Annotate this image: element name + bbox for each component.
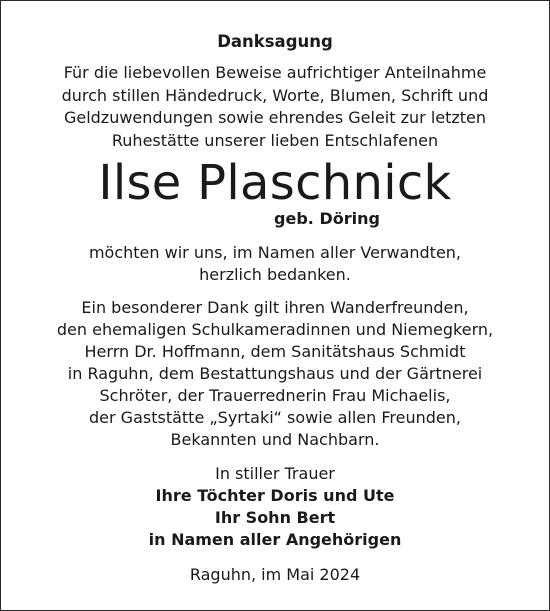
maiden-name: geb. Döring [274, 209, 380, 228]
signature-line: Ihre Töchter Doris und Ute [155, 486, 395, 505]
special-thanks-line: den ehemaligen Schulkameradinnen und Niemegkern, [56, 320, 494, 339]
special-thanks-line: Herrn Dr. Hoffmann, dem Sanitätshaus Schmidt [84, 342, 466, 361]
thanks-paragraph [17, 242, 533, 286]
intro-line: durch stillen Händedruck, Worte, Blumen, Schrift und [61, 85, 489, 105]
notice-heading: Danksagung [217, 32, 333, 51]
signature-line: Ihr Sohn Bert [214, 508, 336, 527]
intro-line: Geldzuwendungen sowie ehrendes Geleit zur letzten [63, 108, 487, 127]
signature-intro: In stiller Trauer [215, 464, 335, 483]
special-thanks-line: der Gaststätte „Syrtaki“ sowie allen Freunden, [89, 408, 461, 427]
thanks-line: möchten wir uns, im Namen aller Verwandten, [88, 243, 462, 262]
thanks-line: herzlich bedanken. [199, 265, 351, 284]
special-thanks-line: Bekannten und Nachbarn. [170, 430, 380, 449]
special-thanks-paragraph [17, 297, 533, 451]
place-date: Raguhn, im Mai 2024 [189, 565, 361, 584]
deceased-name: Ilse Plaschnick [98, 155, 452, 211]
special-thanks-line: in Raguhn, dem Bestattungshaus und der Gärtnerei [67, 364, 483, 383]
signature-block [17, 463, 533, 551]
signature-line: in Namen aller Angehörigen [148, 530, 402, 549]
intro-line: Für die liebevollen Beweise aufrichtiger Anteilnahme [63, 63, 487, 82]
intro-line: Ruhestätte unserer lieben Entschlafenen [111, 130, 439, 150]
special-thanks-line: Ein besonderer Dank gilt ihren Wanderfreunden, [81, 298, 469, 317]
special-thanks-line: Schröter, der Trauerrednerin Frau Michaelis, [99, 386, 451, 405]
intro-paragraph [17, 62, 533, 152]
